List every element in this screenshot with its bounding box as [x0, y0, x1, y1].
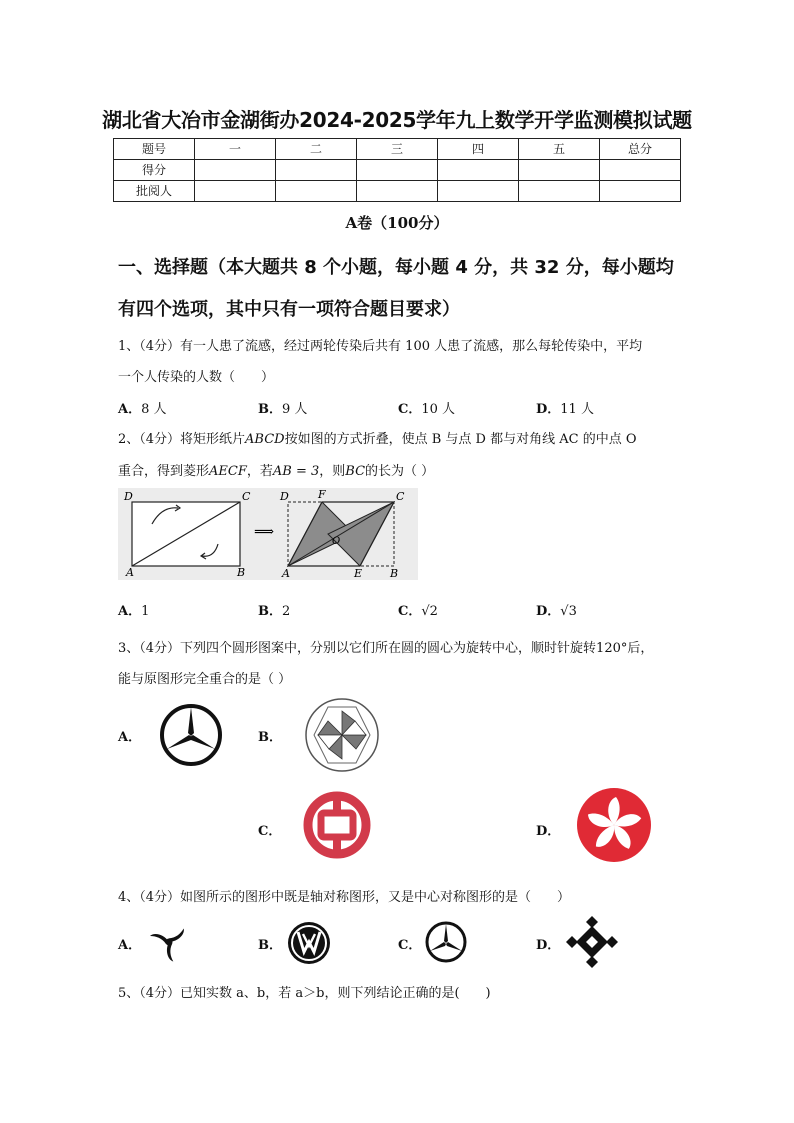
- q3-option-b-label: B．: [258, 730, 282, 745]
- label-D-right: D: [280, 490, 289, 503]
- three-spoke-star-circle-icon: [158, 702, 224, 768]
- q2-option-d: D．√3: [536, 604, 577, 619]
- q4-line1: 4、（4分）如图所示的图形中既是轴对称图形，又是中心对称图形的是（ ）: [118, 890, 571, 905]
- label-A-right: A: [282, 567, 290, 580]
- table-cell: [438, 181, 519, 202]
- q1-line1: 1、（4分）有一人患了流感，经过两轮传染后共有 100 人患了流感，那么每轮传染中，平均: [118, 339, 643, 354]
- part1-title-line2: 有四个选项，其中只有一项符合题目要求）: [118, 299, 460, 320]
- q2-option-a: A．1: [118, 604, 150, 619]
- table-header-cell: 题号: [114, 139, 195, 160]
- part1-title-line1: 一、选择题（本大题共 8 个小题，每小题 4 分，共 32 分，每小题均: [118, 257, 674, 278]
- table-cell: [600, 181, 681, 202]
- score-table-header-row: [114, 139, 681, 160]
- table-cell: [438, 160, 519, 181]
- label-E: E: [354, 567, 363, 580]
- pinwheel-circle-icon: [303, 697, 381, 773]
- table-row: [114, 160, 681, 181]
- score-table: [113, 138, 681, 202]
- q5-line1: 5、（4分）已知实数 a、b，若 a＞b，则下列结论正确的是( ): [118, 986, 491, 1001]
- table-cell: [276, 181, 357, 202]
- q4-option-a-label: A．: [118, 938, 142, 953]
- q2-line2: 重合，得到菱形AECF，若AB = 3，则BC的长为（ ）: [118, 464, 435, 479]
- q4-option-d-label: D．: [536, 938, 561, 953]
- table-header-cell: 二: [276, 139, 357, 160]
- table-cell: [519, 181, 600, 202]
- q2-figure: [118, 488, 418, 580]
- table-header-cell: 四: [438, 139, 519, 160]
- table-cell: [357, 181, 438, 202]
- table-cell: [519, 160, 600, 181]
- table-header-cell: 三: [357, 139, 438, 160]
- row-label-reviewer: 批阅人: [114, 181, 195, 202]
- q1-option-a: A．8 人: [118, 402, 167, 417]
- arrow-right-icon: ⟹: [254, 524, 275, 540]
- table-cell: [195, 160, 276, 181]
- label-B-right: B: [390, 567, 399, 580]
- table-cell: [357, 160, 438, 181]
- label-D-left: D: [124, 490, 133, 503]
- q3-option-c-label: C．: [258, 824, 282, 839]
- table-cell: [195, 181, 276, 202]
- q3-line1: 3、（4分）下列四个圆形图案中，分别以它们所在圆的圆心为旋转中心，顺时针旋转120°后，: [118, 641, 654, 656]
- q2-option-c: C．√2: [398, 604, 438, 619]
- q2-option-b: B．2: [258, 604, 291, 619]
- label-F: F: [318, 488, 326, 501]
- q1-option-c: C．10 人: [398, 402, 456, 417]
- label-C-left: C: [242, 490, 251, 503]
- q4-option-b-label: B．: [258, 938, 282, 953]
- row-label-score: 得分: [114, 160, 195, 181]
- table-header-cell: 一: [195, 139, 276, 160]
- table-cell: [600, 160, 681, 181]
- document-title: 湖北省大冶市金湖街办2024-2025学年九上数学开学监测模拟试题: [102, 108, 692, 132]
- table-header-cell: 总分: [600, 139, 681, 160]
- q1-line2: 一个人传染的人数（ ）: [118, 370, 275, 385]
- label-O: O: [332, 536, 341, 547]
- q4-option-c-label: C．: [398, 938, 422, 953]
- q3-option-d-label: D．: [536, 824, 561, 839]
- diamond-cross-icon: [562, 914, 622, 970]
- q2-line1: 2、（4分）将矩形纸片ABCD按如图的方式折叠，使点 B 与点 D 都与对角线 AC 的中点 O: [118, 432, 637, 447]
- label-A-left: A: [126, 566, 134, 579]
- bank-of-china-logo-icon: [302, 790, 372, 860]
- q3-line2: 能与原图形完全重合的是（ ）: [118, 672, 292, 687]
- section-a-heading: A卷（100分）: [345, 214, 449, 232]
- bauhinia-flower-circle-icon: [576, 787, 652, 863]
- label-C-right: C: [396, 490, 405, 503]
- q1-option-b: B．9 人: [258, 402, 308, 417]
- table-cell: [276, 160, 357, 181]
- table-row: [114, 181, 681, 202]
- three-spoke-star-icon: [424, 920, 468, 964]
- label-B-left: B: [237, 566, 246, 579]
- table-header-cell: 五: [519, 139, 600, 160]
- q3-option-a-label: A．: [118, 730, 142, 745]
- vw-logo-icon: [286, 920, 332, 966]
- q1-option-d: D．11 人: [536, 402, 594, 417]
- swirl-icon: [146, 920, 192, 964]
